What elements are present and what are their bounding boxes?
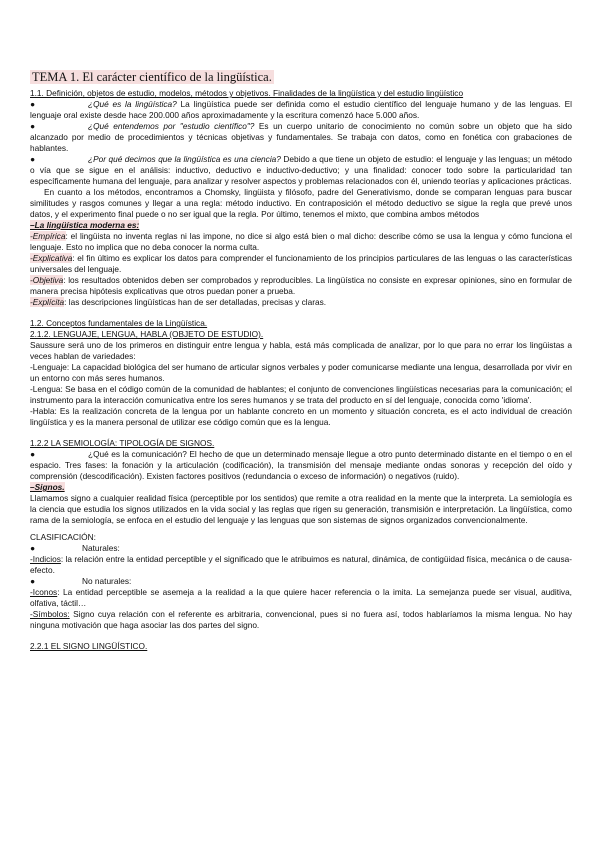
- methods-paragraph: [30, 187, 572, 220]
- definition-text: : La entidad perceptible se asemeja a la realidad a la que quiere hacer referencia o la imita. La semejanza puede ser visual, auditiva, olfativa, táctil…: [30, 587, 572, 608]
- definition-item: -Habla: Es la realización concreta de la lengua por un hablante concreto en un momento y situación concreta, es el acto individual de creación lingüística y es la manera personal de utilizar ese código común que es la lengua.: [30, 406, 572, 427]
- definition-item: [30, 231, 572, 253]
- subsection-heading: 2.1.2. LENGUAJE, LENGUA, HABLA (OBJETO DE ESTUDIO).: [30, 329, 264, 339]
- bullet-icon: ●: [30, 99, 36, 109]
- highlight-text: –Signos.: [30, 482, 65, 492]
- question-text: ¿Qué entendemos por "estudio científico"?: [88, 121, 255, 131]
- definition-item: [30, 253, 572, 275]
- term-label: -Símbolos:: [30, 609, 70, 619]
- paragraph-text: Debido a que tiene un objeto de estudio: el lenguaje y las lenguas; un método o vía que se sigue en el análisis: inductivo, deductivo e inductivo-deductivo; y una finalidad: conocer todo sobre la particularidad tan específicamente humana del lenguaje, para analizar y resolver aspectos y problemas relacionados con él, uniendo teorías y aplicaciones prácticas.: [30, 154, 573, 186]
- bullet-icon: ●: [30, 154, 36, 164]
- bullet-paragraph: [30, 449, 572, 482]
- definition-item: [30, 275, 572, 297]
- signos-heading: [30, 482, 572, 493]
- paragraph-text: En cuanto a los métodos, encontramos a Chomsky, lingüista y filósofo, padre del Generativismo, donde se comparan lenguas para buscar similitudes y rasgos comunes y llegar a una regla: método inductivo. En contraposición el método deductivo se sigue la regla que prevé unos datos, y el experimento final puede o no ser igual que la regla. Por último, tenemos el mixto, que combina ambos métodos: [30, 187, 572, 219]
- definition-item: [30, 297, 572, 308]
- definition-text: : las descripciones lingüísticas han de ser detalladas, precisas y claras.: [64, 297, 327, 307]
- highlight-text: –La lingüística moderna es:: [30, 220, 140, 230]
- definition-text: : los resultados obtenidos deben ser comprobados y reproducibles. La lingüística no consiste en expresar opiniones, sino en formular de manera precisa hipótesis explicativas que otros puedan poner a prueba.: [30, 275, 572, 296]
- bullet-icon: ●: [30, 121, 36, 131]
- section-heading-1-2: 1.2. Conceptos fundamentales de la Lingüística.: [30, 318, 208, 328]
- term-label: -Iconos: [30, 587, 58, 597]
- definition-text: Signo cuya relación con el referente es arbitraria, convencional, pues si no fuera así, todos hablaríamos la misma lengua. No hay ninguna motivación que haga asociar las dos partes del signo.: [30, 609, 572, 630]
- bullet-paragraph: [30, 154, 572, 187]
- section-heading-1-2-2: 1.2.2 LA SEMIOLOGÍA: TIPOLOGÍA DE SIGNOS.: [30, 438, 215, 448]
- paragraph-text: La lingüística puede ser definida como el estudio científico del lenguaje humano y de las lenguas. El lenguaje oral existe desde hace 200.000 años aproximadamente y la escritura comenzó hace 5.000 años.: [30, 99, 572, 120]
- definition-item: [30, 609, 572, 631]
- bullet-icon: ●: [30, 543, 36, 553]
- bullet-paragraph: [30, 99, 572, 121]
- paragraph-text: El hecho de que un determinado mensaje llegue a otro punto determinado distante en el tiempo o en el espacio. Tres fases: la fonación y la articulación (codificación), la transmisión del mensaje mediante ondas sonoras y recepción del oído y comprensión (descodificación). Existen factores positivos (redundancia o exceso de información) o negativos (ruido).: [30, 449, 572, 481]
- term-label: -Indicios: [30, 554, 61, 564]
- classification-label: CLASIFICACIÓN:: [30, 532, 96, 542]
- category-label: No naturales:: [82, 576, 132, 586]
- definition-item: -Lenguaje: La capacidad biológica del ser humano de articular signos verbales y poder comunicarse mediante una lengua, desarrollada por vivir en un entorno con más seres humanos.: [30, 362, 572, 383]
- question-text: ¿Qué es la lingüística?: [88, 99, 177, 109]
- page-title: TEMA 1. El carácter científico de la lingüística.: [32, 70, 272, 84]
- question-text: ¿Qué es la comunicación?: [88, 449, 187, 459]
- term-label: -Objetiva: [30, 275, 64, 285]
- definition-text: : el lingüista no inventa reglas ni las impone, no dice si algo está bien o mal dicho: describe cómo se usa la lengua y cómo funciona el lenguaje. Esto no implica que no deba conocer la norma culta.: [30, 231, 572, 252]
- bullet-paragraph: [30, 543, 572, 554]
- bullet-icon: ●: [30, 449, 36, 459]
- paragraph-text: Llamamos signo a cualquier realidad física (perceptible por los sentidos) que remite a otra realidad en la mente que la interpreta. La semiología es la ciencia que estudia los signos utilizados en la vida social y las reglas que rigen su generación, transmisión e interpretación. La lingüística, como rama de la semiología, se enfoca en el estudio del lenguaje y las lenguas que son sistemas de signos organizados convencionalmente.: [30, 493, 572, 525]
- question-text: ¿Por qué decimos que la lingüística es una ciencia?: [88, 154, 281, 164]
- definition-item: -Lengua: Se basa en el código común de la comunidad de hablantes; el conjunto de convenciones lingüísticas necesarias para la comunicación; el instrumento para la interacción comunicativa entre los seres humanos y se trata del producto en sí del lenguaje, conocida como 'idioma'.: [30, 384, 572, 405]
- modern-heading: [30, 220, 572, 231]
- definition-item: [30, 587, 572, 609]
- term-label: -Empírica: [30, 231, 66, 241]
- definition-item: [30, 554, 572, 576]
- bullet-paragraph: [30, 576, 572, 587]
- paragraph-text: Saussure será uno de los primeros en distinguir entre lengua y habla, está más complicada de analizar, por lo que para no errar los lingüistas a veces hablan de variedades:: [30, 340, 572, 361]
- section-heading-2-2-1: 2.2.1 EL SIGNO LINGÜÍSTICO.: [30, 641, 148, 651]
- term-label: -Explícita: [30, 297, 65, 307]
- section-heading-1-1: 1.1. Definición, objetos de estudio, modelos, métodos y objetivos. Finalidades de la lingüística y del estudio lingüístico: [30, 88, 464, 98]
- paragraph-text: Es un cuerpo unitario de conocimiento no común sobre un objeto que ha sido alcanzado por medio de procedimientos y técnicas objetivas y fundamentales. Se trabaja con datos, como en fonética con grabaciones de hablantes.: [30, 121, 572, 153]
- term-label: -Explicativa: [30, 253, 73, 263]
- definition-text: : el fin último es explicar los datos para comprender el funcionamiento de los principios particulares de las lenguas o las características universales del lenguaje.: [30, 253, 572, 274]
- bullet-icon: ●: [30, 576, 36, 586]
- bullet-paragraph: [30, 121, 572, 154]
- category-label: Naturales:: [82, 543, 120, 553]
- definition-text: : la relación entre la entidad perceptible y el significado que le atribuimos es natural, dinámica, de contigüidad física, mecánica o de causa-efecto.: [30, 554, 572, 575]
